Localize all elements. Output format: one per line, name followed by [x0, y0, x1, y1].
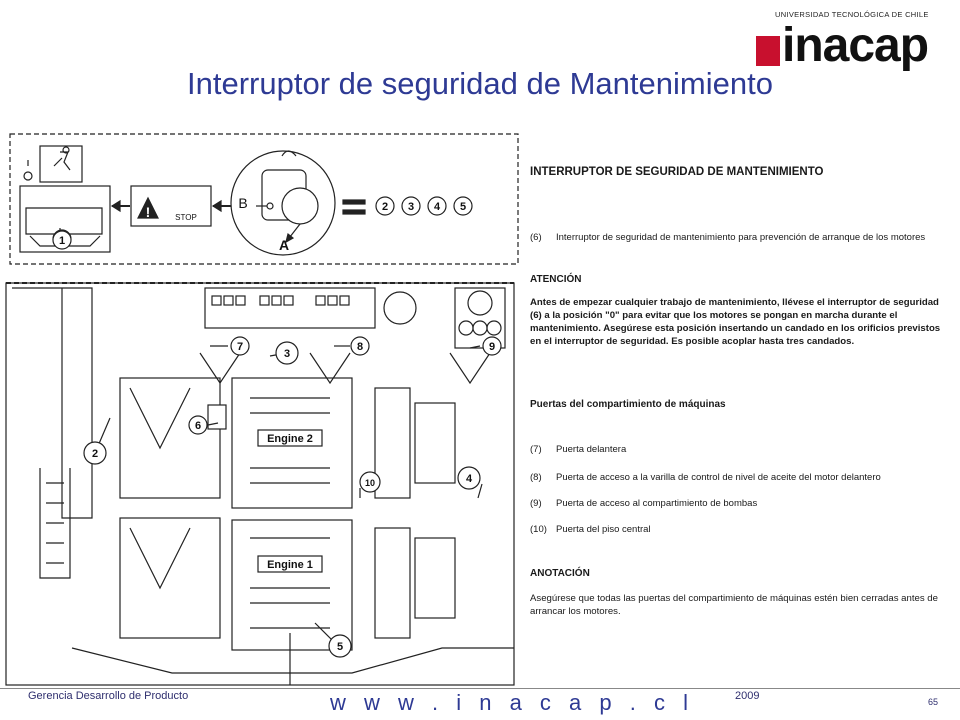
engine-compartment-diagram: [0, 128, 525, 688]
note-heading: ANOTACIÓN: [530, 568, 590, 579]
circled-5: 5: [459, 201, 467, 213]
floor-plan-outline: [6, 283, 514, 685]
door-10-text: Puerta del piso central: [556, 524, 651, 535]
label-b: B: [238, 195, 248, 211]
door-9-number: (9): [530, 498, 542, 509]
callout-5-label: 5: [336, 641, 344, 653]
door-7-number: (7): [530, 444, 542, 455]
footer-year: 2009: [735, 690, 760, 702]
logo-red-bar: [756, 36, 780, 66]
door-8-text: Puerta de acceso a la varilla de control de nivel de aceite del motor delantero: [556, 472, 881, 483]
mechanic-icon: [24, 146, 82, 182]
circled-2: 2: [381, 201, 389, 213]
footer-url[interactable]: w w w . i n a c a p . c l: [330, 690, 694, 715]
doors-heading: Puertas del compartimiento de máquinas: [530, 399, 726, 410]
item-6-number: (6): [530, 232, 542, 243]
callout-9-label: 9: [488, 341, 496, 353]
door-9: [530, 498, 950, 509]
attention-heading: ATENCIÓN: [530, 274, 582, 285]
circled-3: 3: [407, 201, 415, 213]
circled-4: 4: [433, 201, 441, 213]
callout-2-label: 2: [91, 448, 99, 460]
panel-heading: INTERRUPTOR DE SEGURIDAD DE MANTENIMIENTO: [530, 166, 824, 178]
footer-divider: [0, 688, 960, 689]
door-7: [530, 444, 950, 455]
door-8-number: (8): [530, 472, 542, 483]
note-text: Asegúrese que todas las puertas del compartimiento de máquinas estén bien cerradas antes de arrancar los motores.: [530, 593, 938, 617]
door-10: [530, 524, 950, 535]
stop-sign-panel: [131, 186, 211, 226]
slide-title: Interruptor de seguridad de Mantenimiento: [187, 66, 773, 101]
logo-wordmark: inacap: [782, 19, 929, 72]
callout-8-label: 8: [356, 341, 364, 353]
callout-6-label: 6: [194, 420, 202, 432]
door-10-number: (10): [530, 524, 547, 535]
door-9-text: Puerta de acceso al compartimiento de bombas: [556, 498, 758, 509]
warning-icon: !: [145, 204, 151, 220]
logo-tagline: UNIVERSIDAD TECNOLÓGICA DE CHILE: [775, 10, 929, 19]
safety-switch: [208, 405, 226, 429]
attention-text: Antes de empezar cualquier trabajo de mantenimiento, llévese el interruptor de seguridad (6) a la posición "0" para evitar que los motores se pongan en marcha durante el mantenimiento. Asegúrese esta posición insertando un candado en los orificios previstos en el interruptor de seguridad. Es posible acoplar hasta tres candados.: [530, 297, 941, 347]
callout-4-label: 4: [465, 473, 473, 485]
callout-3-label: 3: [283, 348, 291, 360]
engine2-label: Engine 2: [267, 433, 313, 445]
stop-sign-text: STOP: [175, 213, 197, 222]
door-8: [530, 472, 950, 483]
item-6-text: Interruptor de seguridad de mantenimiento para prevención de arranque de los motores: [556, 232, 926, 243]
inacap-logo: [750, 10, 950, 72]
door-7-text: Puerta delantera: [556, 444, 627, 455]
label-a: A: [278, 237, 290, 253]
callout-1-label: 1: [58, 235, 66, 247]
callout-10-label: 10: [364, 478, 376, 488]
page-number: 65: [928, 697, 939, 707]
footer-department: Gerencia Desarrollo de Producto: [28, 690, 189, 702]
callout-7-label: 7: [236, 341, 244, 353]
item-6: [530, 232, 950, 243]
engine1-label: Engine 1: [267, 559, 313, 571]
